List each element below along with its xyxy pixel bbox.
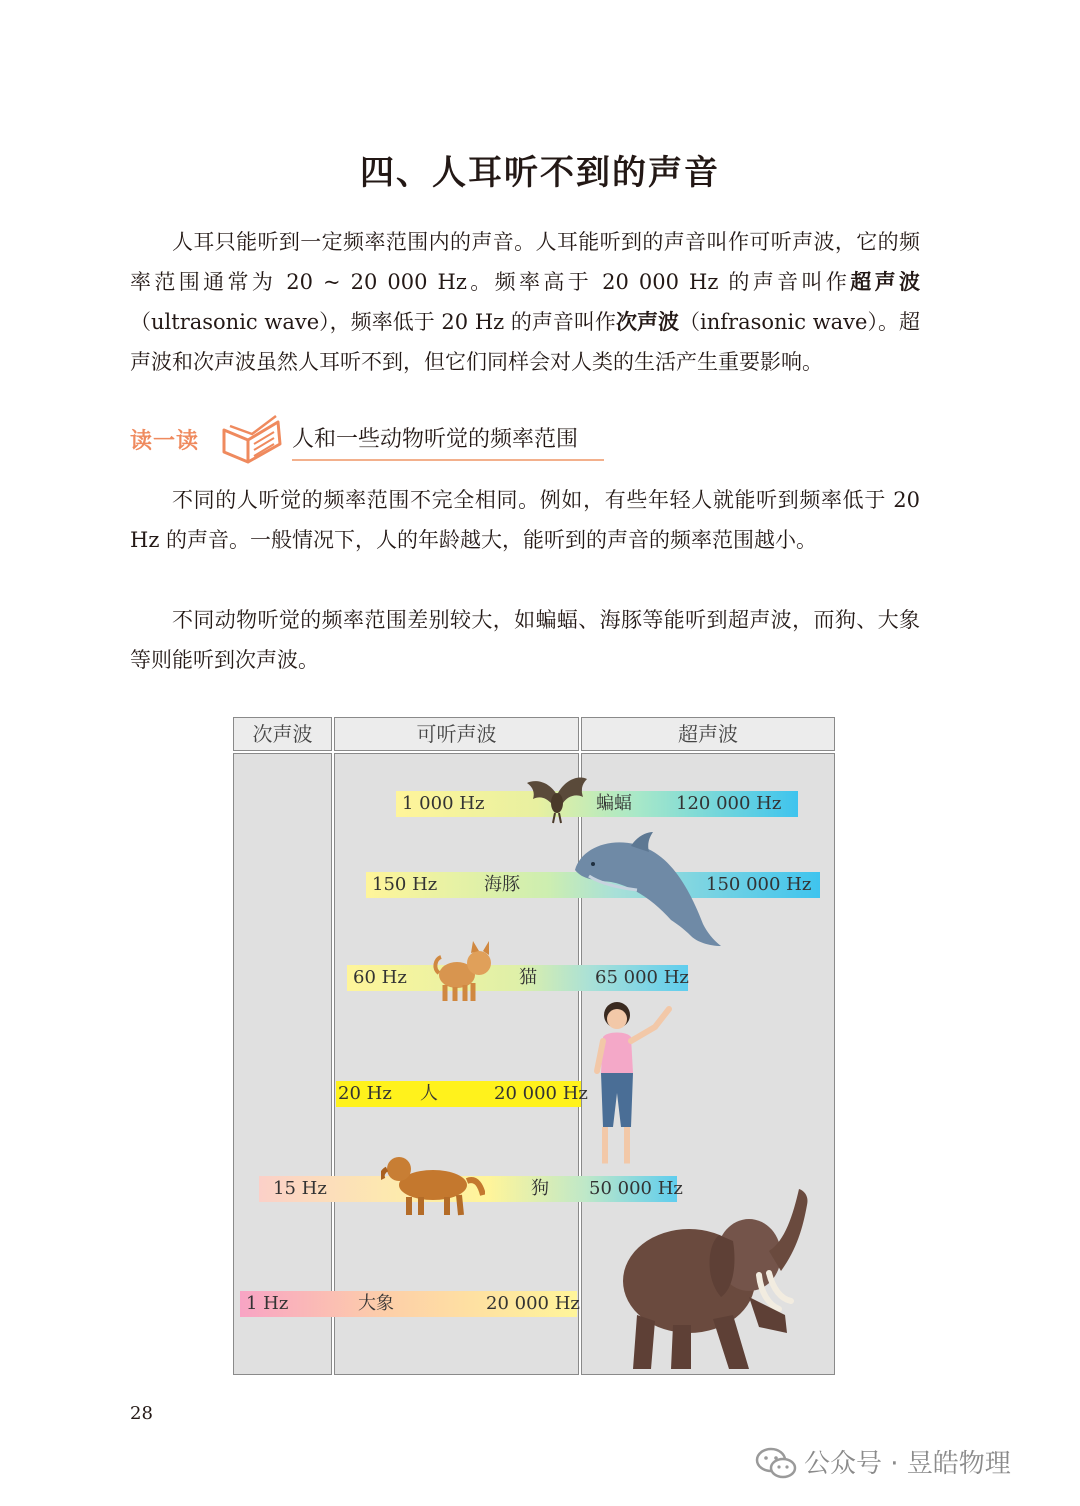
header-audible: 可听声波 <box>334 717 579 751</box>
bar-dolphin-high: 150 000 Hz <box>706 874 812 895</box>
bat-icon <box>525 773 589 825</box>
wechat-icon <box>755 1446 797 1480</box>
bar-dolphin-name: 海豚 <box>484 874 520 895</box>
bar-elephant-name: 大象 <box>358 1293 394 1314</box>
header-infrasonic: 次声波 <box>233 717 332 751</box>
read-label: 读一读 <box>130 429 200 454</box>
bar-human-name: 人 <box>420 1083 438 1104</box>
column-audible <box>334 753 579 1375</box>
dog-icon <box>381 1147 485 1217</box>
bar-elephant <box>240 1291 580 1317</box>
page-number: 28 <box>130 1403 153 1424</box>
bar-dog-name: 狗 <box>531 1178 549 1199</box>
bar-bat-name: 蝙蝠 <box>596 793 632 814</box>
read-paragraph-1: 不同的人听觉的频率范围不完全相同。例如，有些年轻人就能听到频率低于 20 Hz 的声音。一般情况下，人的年龄越大，能听到的声音的频率范围越小。 <box>130 488 920 552</box>
bar-human-low: 20 Hz <box>338 1083 392 1104</box>
bar-human-high: 20 000 Hz <box>494 1083 588 1104</box>
cat-icon <box>433 939 499 1003</box>
bar-cat-high: 65 000 Hz <box>595 967 689 988</box>
bar-cat <box>347 965 688 991</box>
bar-bat-low: 1 000 Hz <box>402 793 485 814</box>
elephant-icon <box>609 1185 815 1371</box>
bar-bat-high: 120 000 Hz <box>676 793 782 814</box>
section-title: 四、人耳听不到的声音 <box>360 153 720 193</box>
bar-elephant-low: 1 Hz <box>246 1293 289 1314</box>
bar-dolphin-low: 150 Hz <box>372 874 438 895</box>
intro-paragraph: 人耳只能听到一定频率范围内的声音。人耳能听到的声音叫作可听声波，它的频率范围通常为 20 ~ 20 000 Hz。频率高于 20 000 Hz 的声音叫作超声波（ultrasonic wave），频率低于 20 Hz 的声音叫作次声波（infrasonic wave）。超声波和次声波虽然人耳听不到，但它们同样会对人类的生活产生重要影响。 <box>130 230 921 374</box>
bar-elephant-high: 20 000 Hz <box>486 1293 580 1314</box>
bar-dog-low: 15 Hz <box>273 1178 327 1199</box>
read-title: 人和一些动物听觉的频率范围 <box>292 422 604 461</box>
bar-human <box>336 1081 588 1107</box>
watermark: 公众号 · 昱皓物理 <box>804 1449 1011 1479</box>
column-infrasonic <box>233 753 332 1375</box>
bar-dog-high: 50 000 Hz <box>589 1178 683 1199</box>
hearing-range-diagram <box>233 715 835 1375</box>
bar-bat <box>396 791 798 817</box>
bar-cat-name: 猫 <box>519 967 537 988</box>
girl-icon <box>593 997 673 1181</box>
read-paragraph-2: 不同动物听觉的频率范围差别较大，如蝙蝠、海豚等能听到超声波，而狗、大象等则能听到次声波。 <box>130 608 920 672</box>
open-book-icon <box>218 410 286 466</box>
dolphin-icon <box>571 828 725 954</box>
header-ultrasonic: 超声波 <box>581 717 835 751</box>
bar-cat-low: 60 Hz <box>353 967 407 988</box>
